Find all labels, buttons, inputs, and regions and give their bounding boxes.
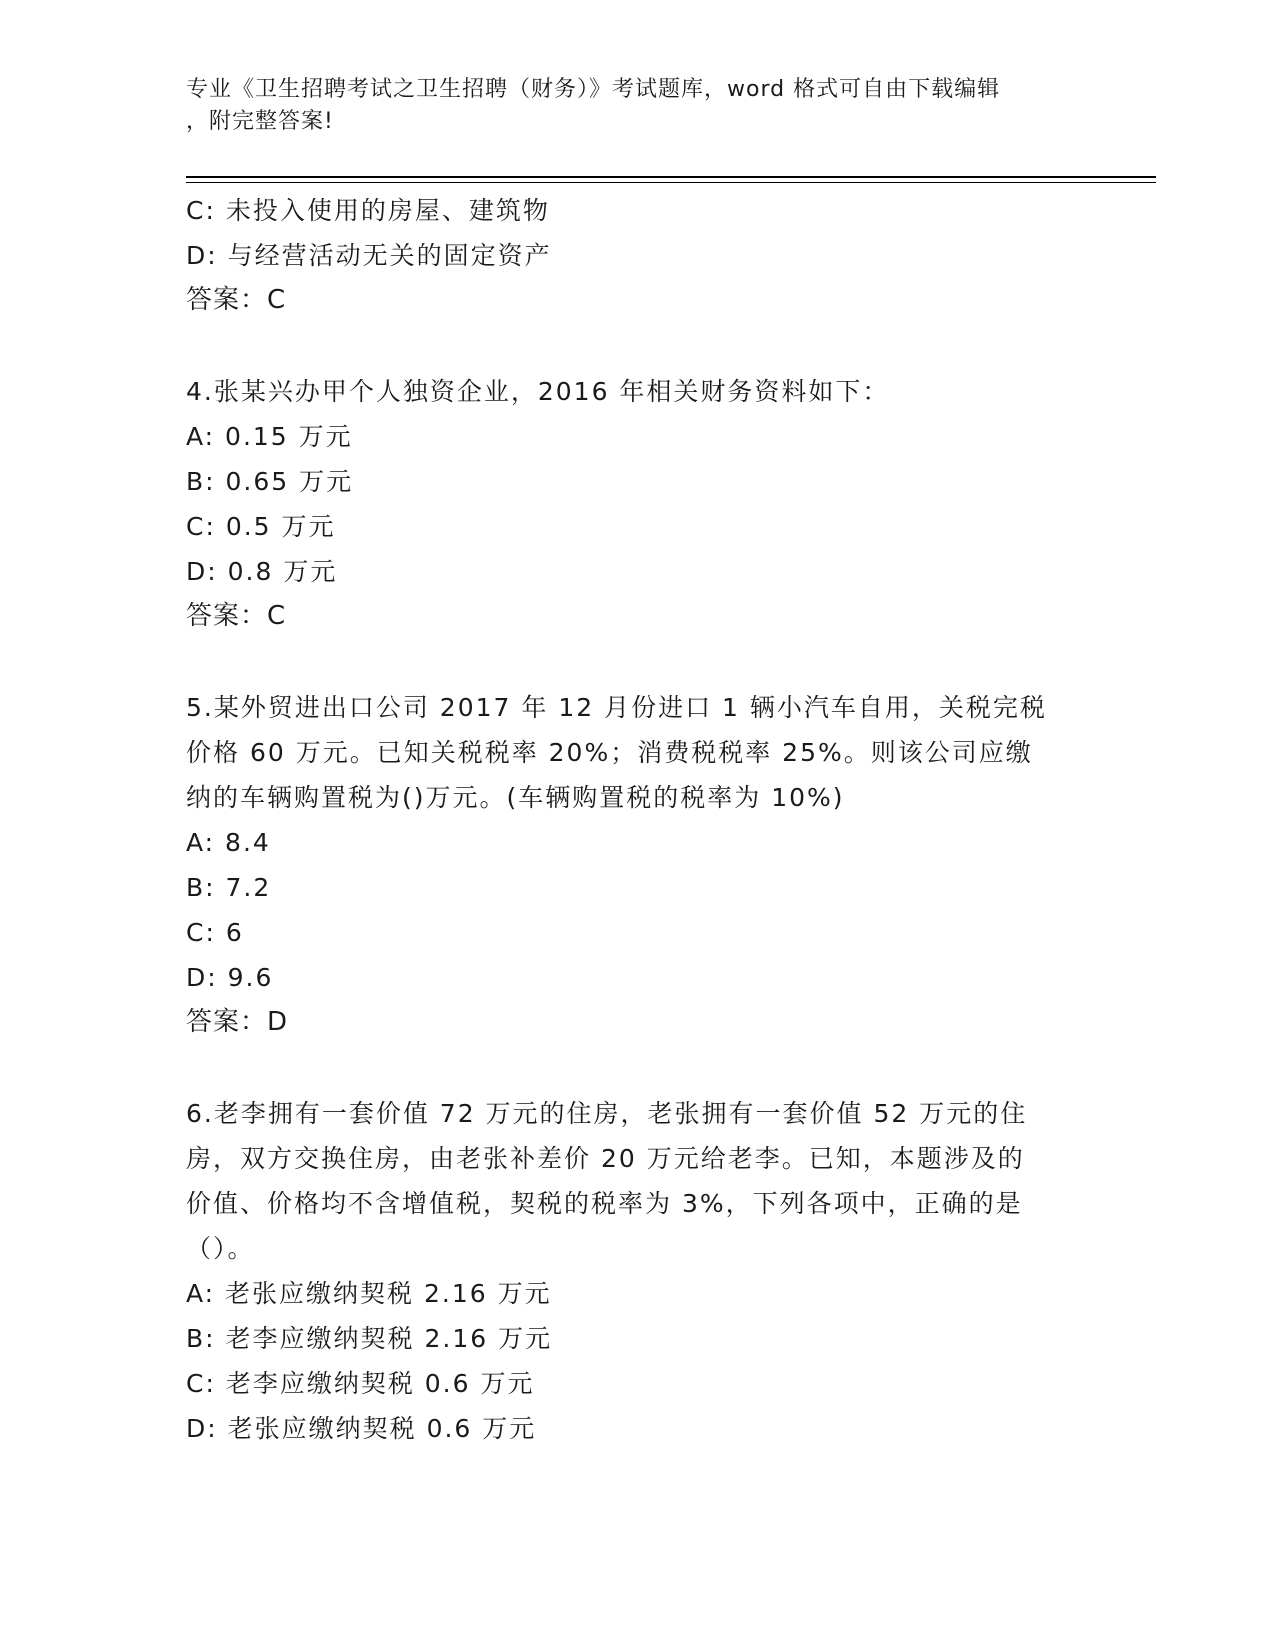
- q5-stem-line-1: 5.某外贸进出口公司 2017 年 12 月份进口 1 辆小汽车自用，关税完税: [186, 693, 1047, 722]
- q6-stem-line-2: 房，双方交换住房，由老张补差价 20 万元给老李。已知，本题涉及的: [186, 1144, 1025, 1173]
- header-line-1: 专业《卫生招聘考试之卫生招聘（财务）》考试题库，word 格式可自由下载编辑: [186, 77, 1001, 102]
- q5-answer: 答案：D: [186, 1007, 289, 1037]
- q3-option-d: D: 与经营活动无关的固定资产: [186, 241, 552, 270]
- q4-stem: 4.张某兴办甲个人独资企业，2016 年相关财务资料如下：: [186, 377, 890, 406]
- q6-option-a: A: 老张应缴纳契税 2.16 万元: [186, 1279, 552, 1308]
- q4-option-b: B: 0.65 万元: [186, 467, 354, 496]
- q6-option-b: B: 老李应缴纳契税 2.16 万元: [186, 1324, 553, 1353]
- header-rule-thin: [186, 182, 1156, 183]
- q5-stem-line-3: 纳的车辆购置税为()万元。(车辆购置税的税率为 10%): [186, 783, 845, 812]
- q5-option-a: A: 8.4: [186, 828, 271, 857]
- header-line-2: ，附完整答案!: [186, 109, 334, 134]
- q3-answer: 答案：C: [186, 285, 287, 315]
- q6-stem-line-3: 价值、价格均不含增值税，契税的税率为 3%，下列各项中，正确的是: [186, 1189, 1023, 1218]
- q4-option-d: D: 0.8 万元: [186, 557, 338, 586]
- q6-stem-line-1: 6.老李拥有一套价值 72 万元的住房，老张拥有一套价值 52 万元的住: [186, 1099, 1028, 1128]
- q4-answer: 答案：C: [186, 601, 287, 631]
- q6-option-c: C: 老李应缴纳契税 0.6 万元: [186, 1369, 535, 1398]
- question-5: [186, 685, 1086, 1045]
- q5-option-d: D: 9.6: [186, 963, 274, 992]
- question-4: [186, 369, 1086, 639]
- question-list: [186, 188, 1086, 1451]
- spacer: [186, 639, 1086, 685]
- q5-option-c: C: 6: [186, 918, 244, 947]
- q6-stem-line-4: （）。: [186, 1234, 255, 1263]
- question-6: [186, 1091, 1086, 1451]
- spacer: [186, 1045, 1086, 1091]
- document-header: [186, 74, 1086, 138]
- question-3: [186, 188, 1086, 323]
- q5-option-b: B: 7.2: [186, 873, 272, 902]
- q5-stem-line-2: 价格 60 万元。已知关税税率 20%；消费税税率 25%。则该公司应缴: [186, 738, 1033, 767]
- header-rule-thick: [186, 176, 1156, 178]
- q4-option-a: A: 0.15 万元: [186, 422, 353, 451]
- q4-option-c: C: 0.5 万元: [186, 512, 336, 541]
- q3-option-c: C: 未投入使用的房屋、建筑物: [186, 196, 550, 225]
- spacer: [186, 323, 1086, 369]
- q6-option-d: D: 老张应缴纳契税 0.6 万元: [186, 1414, 537, 1443]
